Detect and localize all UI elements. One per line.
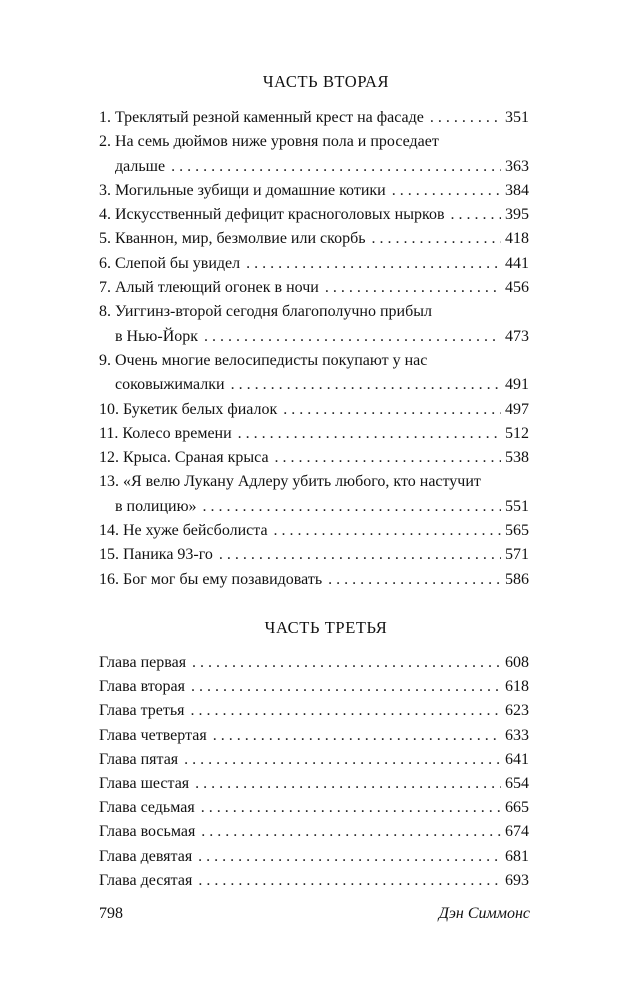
toc-entry-title: 8. Уиггинз-второй сегодня благополучно прибыл [99, 303, 432, 321]
toc-entry-line-last [99, 796, 529, 820]
toc-entry-line-last [99, 155, 529, 179]
toc-entry-line-last [99, 203, 529, 227]
toc-entry-line-last [99, 772, 529, 796]
toc-entry [99, 845, 529, 869]
toc-page-number: 491 [505, 376, 529, 394]
toc-entry-line [99, 300, 529, 324]
toc-entry-title: в Нью-Йорк [115, 327, 199, 345]
toc-entry [99, 446, 529, 470]
toc-entry-title: Глава вторая [99, 678, 185, 696]
toc-entry [99, 276, 529, 300]
toc-page-number: 571 [505, 546, 529, 564]
dot-leader [231, 373, 501, 397]
toc-entry-title: Глава девятая [99, 847, 193, 865]
toc-page-number: 693 [505, 871, 529, 889]
part-three-list [99, 651, 529, 893]
toc-entry-title: Глава шестая [99, 774, 190, 792]
toc-entry-title: в полицию» [115, 497, 197, 515]
toc-entry-title: соковыжималки [115, 376, 225, 394]
toc-entry [99, 543, 529, 567]
toc-page-number: 654 [505, 774, 529, 792]
toc-entry-line-last [99, 495, 529, 519]
dot-leader [219, 543, 501, 567]
toc-entry [99, 796, 529, 820]
toc-page-number: 565 [505, 522, 529, 540]
toc-entry [99, 772, 529, 796]
toc-entry-line-last [99, 869, 529, 893]
toc-page-number: 608 [505, 653, 529, 671]
toc-entry-line-last [99, 543, 529, 567]
toc-entry-title: 9. Очень многие велосипедисты покупают у нас [99, 351, 428, 369]
dot-leader [195, 772, 501, 796]
toc-page-number: 586 [505, 570, 529, 588]
dot-leader [192, 651, 501, 675]
toc-entry [99, 203, 529, 227]
toc-entry-line-last [99, 568, 529, 592]
dot-leader [198, 845, 501, 869]
toc-entry-title: 13. «Я велю Лукану Адлеру убить любого, кто настучит [99, 473, 481, 491]
dot-leader [191, 675, 501, 699]
toc-entry-title: дальше [115, 157, 166, 175]
page-number: 798 [99, 905, 123, 922]
toc-page-number: 641 [505, 750, 529, 768]
toc-entry-title: 15. Паника 93-го [99, 546, 213, 564]
dot-leader [274, 519, 501, 543]
toc-entry-line-last [99, 699, 529, 723]
dot-leader [191, 699, 501, 723]
toc-entry-line [99, 349, 529, 373]
toc-entry-line-last [99, 227, 529, 251]
toc-page-number: 351 [505, 109, 529, 126]
toc-page-number: 441 [505, 254, 529, 272]
toc-entry [99, 349, 529, 398]
toc-entry-title: Глава четвертая [99, 726, 207, 744]
toc-page-number: 473 [505, 327, 529, 345]
part-two-list [99, 106, 529, 592]
dot-leader [283, 398, 501, 422]
toc-entry [99, 869, 529, 893]
toc-entry-title: 16. Бог мог бы ему позавидовать [99, 570, 323, 588]
toc-page-number: 384 [505, 181, 529, 199]
toc-page-number: 538 [505, 449, 529, 467]
toc-page-number: 623 [505, 702, 529, 720]
toc-entry-title: Глава восьмая [99, 823, 196, 841]
dot-leader [325, 276, 501, 300]
toc-entry-line-last [99, 519, 529, 543]
toc-entry-title: Глава пятая [99, 750, 179, 768]
toc-page-number: 395 [505, 206, 529, 224]
toc-page-number: 633 [505, 726, 529, 744]
toc-entry [99, 130, 529, 179]
toc-entry-title: 4. Искусственный дефицит красноголовых нырков [99, 206, 445, 224]
dot-leader [203, 495, 501, 519]
dot-leader [372, 227, 501, 251]
dot-leader [184, 748, 501, 772]
toc-entry-line-last [99, 276, 529, 300]
dot-leader [275, 446, 501, 470]
dot-leader [171, 155, 501, 179]
toc-entry-line [99, 130, 529, 154]
toc-entry-title: 7. Алый тлеющий огонек в ночи [99, 279, 319, 297]
toc-entry [99, 568, 529, 592]
toc-entry-title: 6. Слепой бы увидел [99, 254, 241, 272]
toc-entry-line-last [99, 651, 529, 675]
part-three-heading: ЧАСТЬ ТРЕТЬЯ [264, 617, 388, 637]
toc-entry-title: 3. Могильные зубищи и домашние котики [99, 181, 386, 199]
toc-entry-line-last [99, 325, 529, 349]
toc-page-number: 363 [505, 157, 529, 175]
toc-entry-title: 12. Крыса. Сраная крыса [99, 449, 269, 467]
toc-entry-title: 10. Букетик белых фиалок [99, 400, 278, 418]
toc-entry-title: Глава десятая [99, 871, 193, 889]
dot-leader [213, 724, 501, 748]
table-of-contents [99, 72, 529, 893]
dot-leader [198, 869, 501, 893]
toc-entry [99, 675, 529, 699]
toc-entry-title: 1. Треклятый резной каменный крест на фасаде [99, 109, 424, 126]
toc-entry-line [99, 470, 529, 494]
running-author: Дэн Симмонс [438, 905, 530, 922]
toc-entry [99, 227, 529, 251]
toc-entry-line-last [99, 422, 529, 446]
toc-entry [99, 699, 529, 723]
toc-page-number: 551 [505, 497, 529, 515]
toc-entry [99, 519, 529, 543]
toc-entry-line-last [99, 446, 529, 470]
toc-entry-line-last [99, 179, 529, 203]
toc-entry-line-last [99, 373, 529, 397]
toc-entry [99, 820, 529, 844]
dot-leader [201, 796, 501, 820]
dot-leader [430, 106, 501, 130]
part-two-heading: ЧАСТЬ ВТОРАЯ [262, 72, 390, 91]
toc-entry-title: 14. Не хуже бейсболиста [99, 522, 268, 540]
toc-entry-line-last [99, 106, 529, 130]
dot-leader [201, 820, 501, 844]
toc-entry-line-last [99, 398, 529, 422]
dot-leader [204, 325, 501, 349]
toc-entry [99, 748, 529, 772]
toc-entry-line-last [99, 820, 529, 844]
toc-entry-title: 11. Колесо времени [99, 424, 232, 442]
dot-leader [392, 179, 501, 203]
toc-entry [99, 106, 529, 130]
toc-page-number: 665 [505, 799, 529, 817]
toc-entry-title: Глава седьмая [99, 799, 195, 817]
dot-leader [451, 203, 502, 227]
toc-entry-line-last [99, 724, 529, 748]
toc-entry [99, 422, 529, 446]
toc-entry-line-last [99, 748, 529, 772]
toc-page-number: 681 [505, 847, 529, 865]
toc-page-number: 512 [505, 424, 529, 442]
toc-entry-title: 2. На семь дюймов ниже уровня пола и проседает [99, 133, 439, 151]
toc-entry-title: Глава первая [99, 653, 187, 671]
dot-leader [246, 252, 501, 276]
page-footer [99, 905, 530, 923]
dot-leader [328, 568, 501, 592]
toc-entry [99, 651, 529, 675]
toc-entry [99, 470, 529, 519]
dot-leader [238, 422, 501, 446]
toc-page-number: 456 [505, 279, 529, 297]
toc-entry [99, 300, 529, 349]
toc-entry-title: 5. Кваннон, мир, безмолвие или скорбь [99, 230, 366, 248]
toc-entry-title: Глава третья [99, 702, 185, 720]
toc-page-number: 618 [505, 678, 529, 696]
toc-entry [99, 724, 529, 748]
toc-entry [99, 252, 529, 276]
toc-entry-line-last [99, 252, 529, 276]
toc-page-number: 674 [505, 823, 529, 841]
toc-page-number: 497 [505, 400, 529, 418]
toc-page-number: 418 [505, 230, 529, 248]
toc-entry [99, 179, 529, 203]
toc-entry-line-last [99, 845, 529, 869]
toc-entry-line-last [99, 675, 529, 699]
toc-entry [99, 398, 529, 422]
